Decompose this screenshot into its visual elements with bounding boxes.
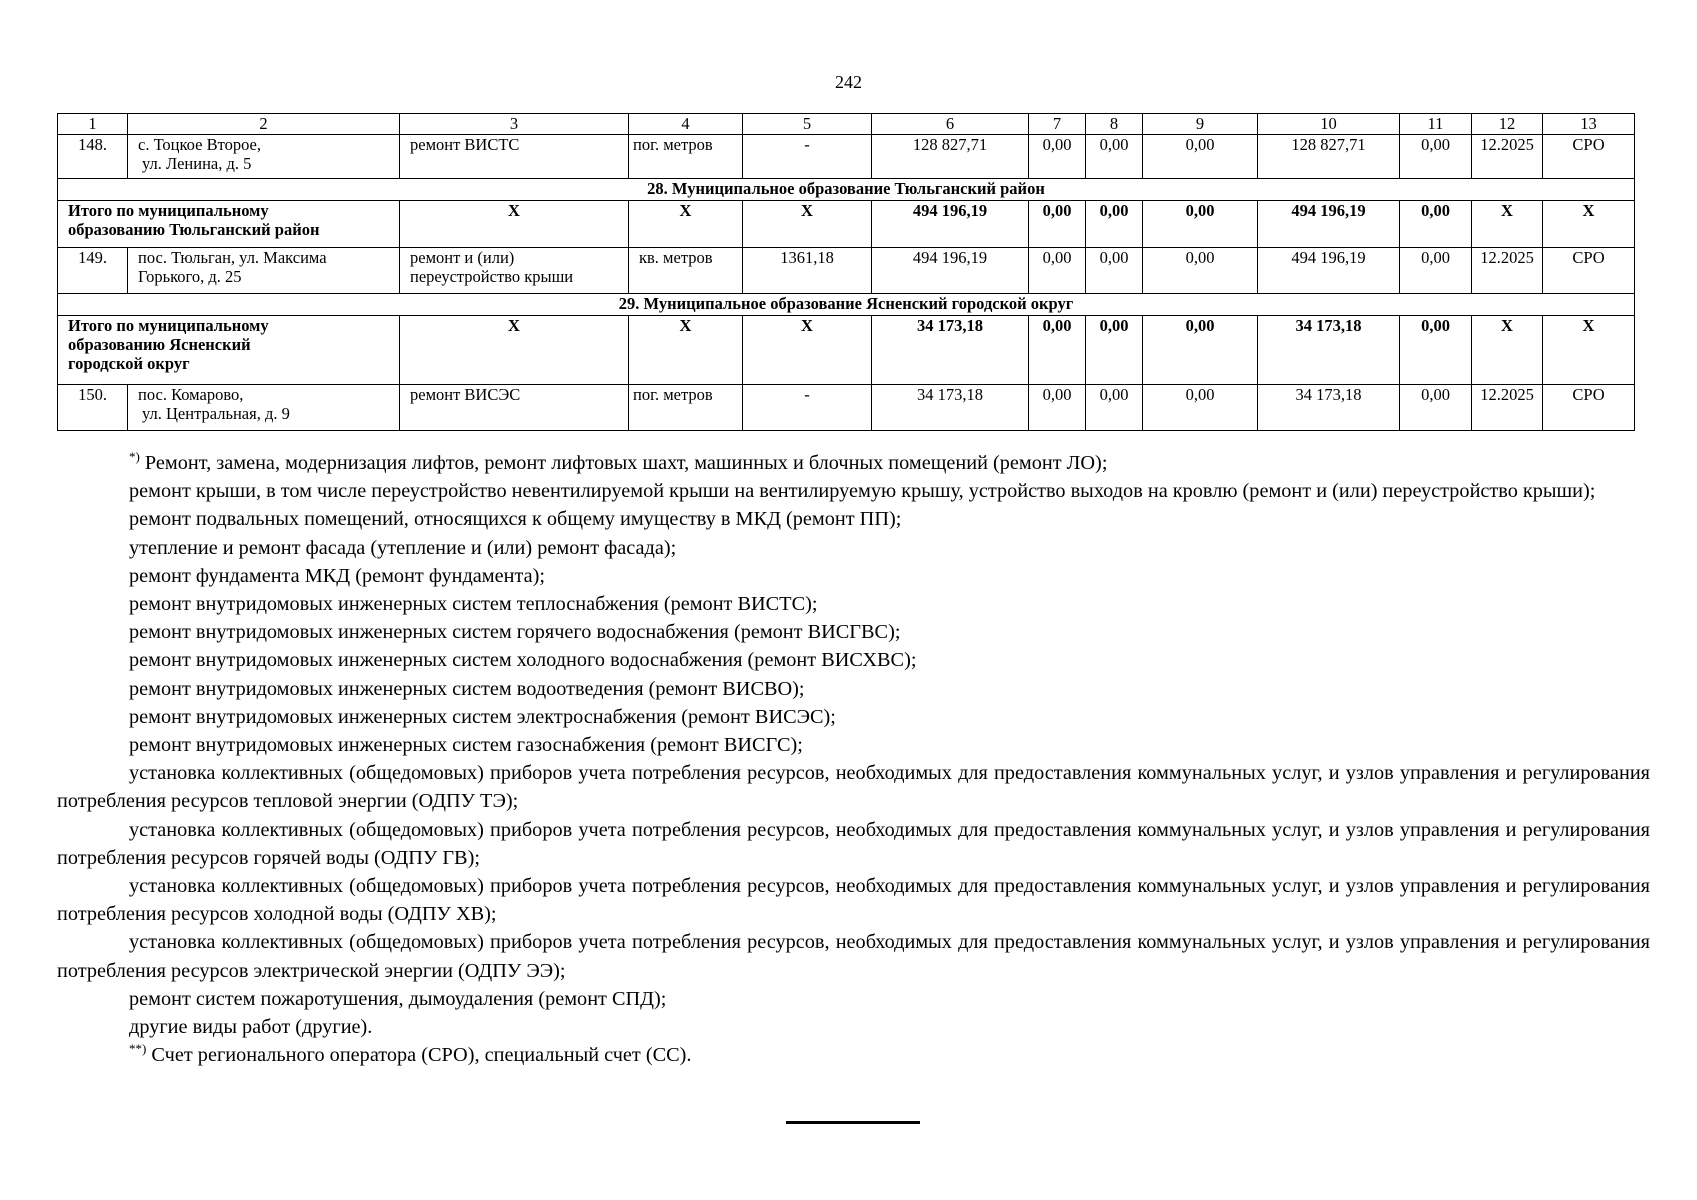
value-cell: 0,00 [1029,248,1086,294]
address-line: ул. Центральная, д. 9 [142,404,290,423]
deadline-cell: 12.2025 [1472,385,1543,431]
total-cell: X [1472,316,1543,385]
total-cell: 34 173,18 [1258,316,1400,385]
total-cell: 34 173,18 [872,316,1029,385]
capital-repair-table [57,113,1635,431]
table-row [58,385,1635,431]
column-number: 12 [1472,114,1543,135]
total-cell: 0,00 [1143,316,1258,385]
footnote-paragraph: ремонт фундамента МКД (ремонт фундамента); [129,564,545,587]
value-cell: 0,00 [1029,135,1086,179]
footnote-paragraph: ремонт внутридомовых инженерных систем теплоснабжения (ремонт ВИСТС); [129,593,818,616]
total-cell: X [1472,201,1543,248]
total-cell: X [629,316,743,385]
footnote-paragraph: другие виды работ (другие). [129,1016,373,1039]
footnote-paragraph [57,1041,1650,1069]
total-cell: X [629,201,743,248]
volume-cell: - [743,135,872,179]
address-line: пос. Комарово, [138,385,244,404]
total-cell: 0,00 [1400,316,1472,385]
deadline-cell: 12.2025 [1472,135,1543,179]
value-cell: 0,00 [1400,135,1472,179]
column-number: 10 [1258,114,1400,135]
value-cell: 0,00 [1400,385,1472,431]
column-number: 2 [128,114,400,135]
column-number: 9 [1143,114,1258,135]
row-number: 150. [58,385,128,431]
column-number: 13 [1543,114,1635,135]
column-number: 6 [872,114,1029,135]
total-cell: X [1543,201,1635,248]
address-line: с. Тоцкое Второе, [138,135,261,154]
footnote-paragraph: утепление и ремонт фасада (утепление и (или) ремонт фасада); [129,536,677,559]
footnote-paragraph: установка коллективных (общедомовых) приборов учета потребления ресурсов, необходимых для предоставления коммунальных услуг, и узлов управления и регулирования потребления ресурсов горячей воды (ОДПУ ГВ); [57,818,1650,869]
table-row [58,135,1635,179]
page-number: 242 [835,72,862,92]
column-number: 8 [1086,114,1143,135]
work-type-cell: ремонт и (или) переустройство крыши [400,248,629,294]
footnote-paragraph: ремонт систем пожаротушения, дымоудаления (ремонт СПД); [129,987,667,1010]
unit-cell: пог. метров [629,385,743,431]
section-row [58,179,1635,201]
footnote-paragraph: установка коллективных (общедомовых) приборов учета потребления ресурсов, необходимых для предоставления коммунальных услуг, и узлов управления и регулирования потребления ресурсов электрической энергии (ОДПУ ЭЭ); [57,931,1650,982]
total-cell: 0,00 [1086,201,1143,248]
value-cell: 128 827,71 [1258,135,1400,179]
value-cell: 0,00 [1086,135,1143,179]
value-cell: 494 196,19 [1258,248,1400,294]
column-number: 5 [743,114,872,135]
footnote-paragraph: ремонт внутридомовых инженерных систем газоснабжения (ремонт ВИСГС); [129,734,803,757]
address-cell [128,135,400,179]
value-cell: 0,00 [1029,385,1086,431]
value-cell: 0,00 [1143,248,1258,294]
cost-cell: 34 173,18 [872,385,1029,431]
total-row [58,201,1635,248]
unit-cell: пог. метров [629,135,743,179]
column-number-row [58,114,1635,135]
value-cell: 0,00 [1086,248,1143,294]
end-rule [786,1121,920,1124]
total-cell: 494 196,19 [1258,201,1400,248]
total-cell: 494 196,19 [872,201,1029,248]
footnote-paragraph: ремонт подвальных помещений, относящихся к общему имуществу в МКД (ремонт ПП); [129,508,902,531]
column-number: 4 [629,114,743,135]
work-type-cell: ремонт ВИСТС [400,135,629,179]
value-cell: 34 173,18 [1258,385,1400,431]
row-number: 149. [58,248,128,294]
section-row [58,294,1635,316]
column-number: 11 [1400,114,1472,135]
footnote-marker: *) [129,449,140,465]
column-number: 7 [1029,114,1086,135]
deadline-cell: 12.2025 [1472,248,1543,294]
footnote-text: Счет регионального оператора (СРО), специальный счет (СС). [146,1044,692,1067]
footnote-text: Ремонт, замена, модернизация лифтов, ремонт лифтовых шахт, машинных и блочных помещений (ремонт ЛО); [139,452,1108,474]
footnote-marker: **) [129,1041,147,1057]
account-cell: СРО [1543,248,1635,294]
section-title: 29. Муниципальное образование Ясненский городской округ [58,294,1635,316]
section-title: 28. Муниципальное образование Тюльганский район [58,179,1635,201]
value-cell: 0,00 [1143,135,1258,179]
total-label: Итого по муниципальному образованию Тюльганский район [58,201,400,248]
footnote-paragraph: ремонт крыши, в том числе переустройство невентилируемой крыши на вентилируемую крышу, устройство выходов на кровлю (ремонт и (или) переустройство крыши); [129,480,1596,503]
total-cell: 0,00 [1086,316,1143,385]
cost-cell: 128 827,71 [872,135,1029,179]
total-cell: X [743,201,872,248]
footnotes [57,449,1650,1069]
total-cell: X [400,316,629,385]
footnote-paragraph [57,449,1650,477]
row-number: 148. [58,135,128,179]
unit-cell: кв. метров [629,248,743,294]
value-cell: 0,00 [1086,385,1143,431]
total-cell: X [743,316,872,385]
total-cell: 0,00 [1029,201,1086,248]
column-number: 1 [58,114,128,135]
total-cell: 0,00 [1029,316,1086,385]
footnote-paragraph: ремонт внутридомовых инженерных систем электроснабжения (ремонт ВИСЭС); [129,705,836,728]
value-cell: 0,00 [1400,248,1472,294]
footnote-paragraph: установка коллективных (общедомовых) приборов учета потребления ресурсов, необходимых для предоставления коммунальных услуг, и узлов управления и регулирования потребления ресурсов холодной воды (ОДПУ ХВ); [57,875,1650,926]
account-cell: СРО [1543,135,1635,179]
total-cell: 0,00 [1400,201,1472,248]
address-line: ул. Ленина, д. 5 [142,154,252,173]
value-cell: 0,00 [1143,385,1258,431]
total-cell: X [400,201,629,248]
total-row [58,316,1635,385]
footnote-paragraph: установка коллективных (общедомовых) приборов учета потребления ресурсов, необходимых для предоставления коммунальных услуг, и узлов управления и регулирования потребления ресурсов тепловой энергии (ОДПУ ТЭ); [57,762,1650,813]
volume-cell: 1361,18 [743,248,872,294]
cost-cell: 494 196,19 [872,248,1029,294]
total-cell: X [1543,316,1635,385]
table-row [58,248,1635,294]
footnote-paragraph: ремонт внутридомовых инженерных систем горячего водоснабжения (ремонт ВИСГВС); [129,621,901,644]
account-cell: СРО [1543,385,1635,431]
address-cell: пос. Тюльган, ул. Максима Горького, д. 25 [128,248,400,294]
total-label: Итого по муниципальному образованию Ясненский городской округ [58,316,400,385]
column-number: 3 [400,114,629,135]
address-cell [128,385,400,431]
footnote-paragraph: ремонт внутридомовых инженерных систем водоотведения (ремонт ВИСВО); [129,677,805,700]
footnote-paragraph: ремонт внутридомовых инженерных систем холодного водоснабжения (ремонт ВИСХВС); [129,649,917,672]
work-type-cell: ремонт ВИСЭС [400,385,629,431]
total-cell: 0,00 [1143,201,1258,248]
volume-cell: - [743,385,872,431]
